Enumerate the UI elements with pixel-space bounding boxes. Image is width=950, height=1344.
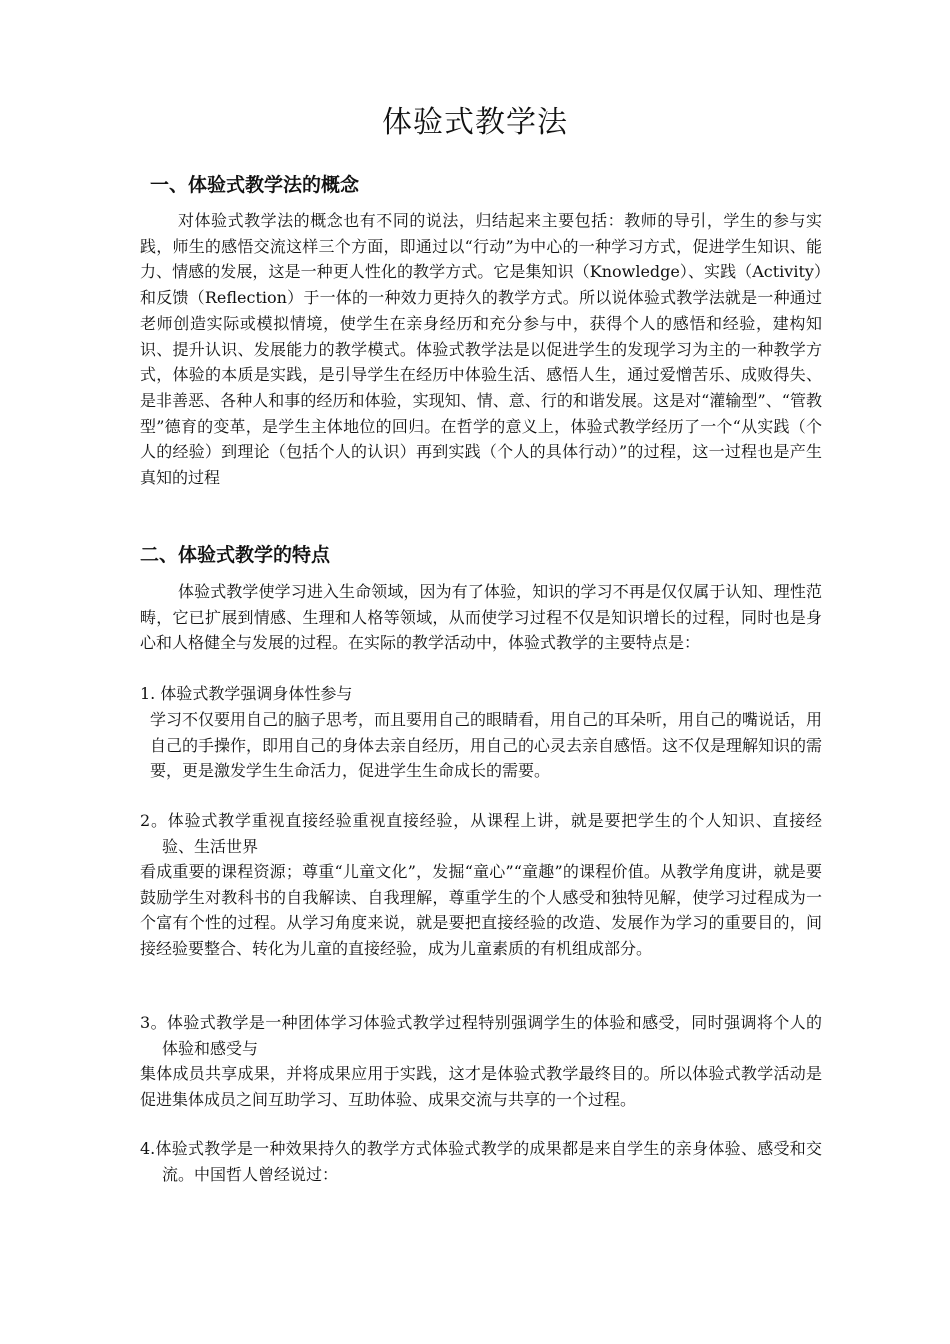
section-1-body: 对体验式教学法的概念也有不同的说法，归结起来主要包括：教师的导引，学生的参与实践，师生的感悟交流这样三个方面，即通过以“行动”为中心的一种学习方式，促进学生知识、能力、情感的发展，这是一种更人性化的教学方式。它是集知识（Knowledge）、实践（Activity）和反馈（Reflection）于一体的一种效力更持久的教学方式。所以说体验式教学法就是一种通过老师创造实际或模拟情境，使学生在亲身经历和充分参与中，获得个人的感悟和经验，建构知识、提升认识、发展能力的教学模式。体验式教学法是以促进学生的发现学习为主的一种教学方式，体验的本质是实践，是引导学生在经历中体验生活、感悟人生，通过爱憎苦乐、成败得失、是非善恶、各种人和事的经历和体验，实现知、情、意、行的和谐发展。这是对“灌输型”、“管教型”德育的变革，是学生主体地位的回归。在哲学的意义上，体验式教学经历了一个“从实践（个人的经验）到理论（包括个人的认识）再到实践（个人的具体行动）”的过程，这一过程也是产生真知的过程 bbox=[140, 211, 822, 488]
item-2-body: 看成重要的课程资源；尊重“儿童文化”，发掘“童心”“童趣”的课程价值。从教学角度讲，就是要鼓励学生对教科书的自我解读、自我理解，尊重学生的个人感受和独特见解，使学习过程成为一个富有个性的过程。从学习角度来说，就是要把直接经验的改造、发展作为学习的重要目的，间接经验要整合、转化为儿童的直接经验，成为儿童素质的有机组成部分。 bbox=[140, 862, 822, 959]
section-2-heading: 二、体验式教学的特点 bbox=[140, 544, 331, 566]
item-4-title: 4.体验式教学是一种效果持久的教学方式体验式教学的成果都是来自学生的亲身体验、感受和交流。中国哲人曾经说过： bbox=[140, 1139, 822, 1184]
item-1-title: 1. 体验式教学强调身体性参与 bbox=[140, 684, 353, 703]
item-2-title: 2。体验式教学重视直接经验重视直接经验，从课程上讲，就是要把学生的个人知识、直接经验、生活世界 bbox=[140, 811, 822, 856]
document-title: 体验式教学法 bbox=[382, 105, 568, 140]
item-3-title: 3。体验式教学是一种团体学习体验式教学过程特别强调学生的体验和感受，同时强调将个人的体验和感受与 bbox=[140, 1013, 822, 1058]
item-1-body: 学习不仅要用自己的脑子思考，而且要用自己的眼睛看，用自己的耳朵听，用自己的嘴说话，用自己的手操作，即用自己的身体去亲自经历，用自己的心灵去亲自感悟。这不仅是理解知识的需要，更是激发学生生命活力，促进学生生命成长的需要。 bbox=[150, 710, 823, 781]
item-3-body: 集体成员共享成果，并将成果应用于实践，这才是体验式教学最终目的。所以体验式教学活动是促进集体成员之间互助学习、互助体验、成果交流与共享的一个过程。 bbox=[140, 1064, 822, 1109]
section-2-intro: 体验式教学使学习进入生命领域，因为有了体验，知识的学习不再是仅仅属于认知、理性范畴，它已扩展到情感、生理和人格等领域，从而使学习过程不仅是知识增长的过程，同时也是身心和人格健全与发展的过程。在实际的教学活动中，体验式教学的主要特点是： bbox=[140, 582, 822, 653]
section-1-heading: 一、体验式教学法的概念 bbox=[150, 174, 360, 196]
